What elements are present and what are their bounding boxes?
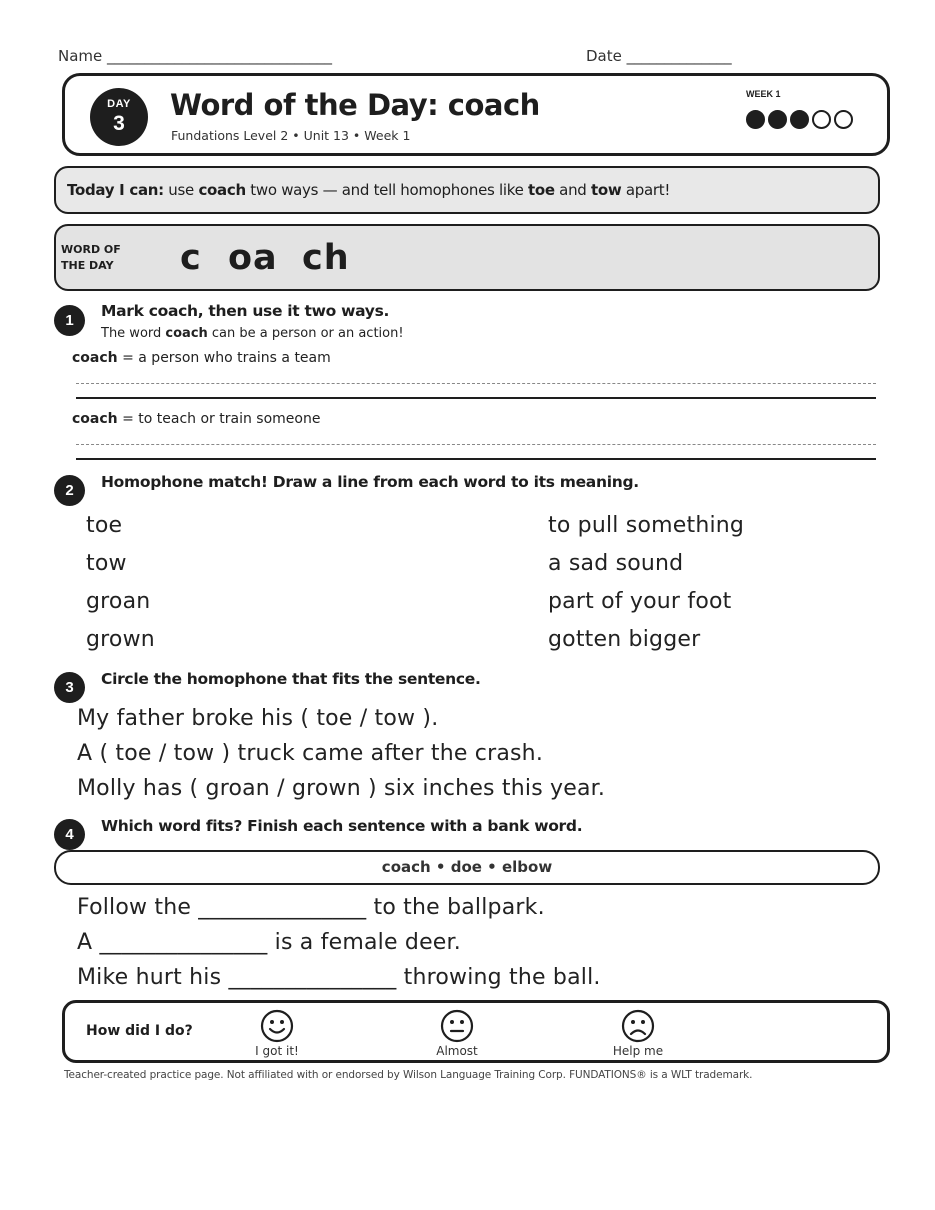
- progress-dot: [746, 110, 765, 129]
- word-of-the-day-card: [54, 224, 880, 291]
- section-heading: Mark coach, then use it two ways.: [101, 302, 390, 320]
- definition-meaning: = a person who trains a team: [117, 350, 331, 366]
- page-subtitle: Fundations Level 2 • Unit 13 • Week 1: [171, 128, 411, 143]
- wotd-label-line: WORD OF: [61, 243, 121, 256]
- writing-line[interactable]: [76, 397, 876, 399]
- self-check-option-label: I got it!: [255, 1044, 299, 1058]
- match-word[interactable]: tow: [86, 551, 127, 576]
- day-badge-label: DAY: [107, 98, 131, 110]
- today-text-part: use: [163, 181, 199, 199]
- subtext-word: coach: [165, 326, 208, 341]
- today-lead: Today I can:: [67, 181, 164, 199]
- fill-sentence[interactable]: Mike hurt his _______________ throwing the ball.: [77, 965, 601, 990]
- progress-dot: [790, 110, 809, 129]
- today-word: coach: [198, 181, 246, 199]
- match-word[interactable]: toe: [86, 513, 123, 538]
- writing-guide-dashed: [76, 444, 876, 445]
- circle-sentence[interactable]: Molly has ( groan / grown ) six inches this year.: [77, 776, 606, 801]
- section-heading: Which word fits? Finish each sentence with a bank word.: [101, 817, 583, 835]
- circle-sentence[interactable]: My father broke his ( toe / tow ).: [77, 706, 439, 731]
- definition-line: [72, 411, 320, 427]
- section-heading: Homophone match! Draw a line from each word to its meaning.: [101, 473, 639, 491]
- section-number: 4: [54, 819, 85, 850]
- match-word[interactable]: groan: [86, 589, 151, 614]
- section-heading: Circle the homophone that fits the sentence.: [101, 670, 481, 688]
- match-meaning[interactable]: gotten bigger: [548, 627, 701, 652]
- phoneme-tile: oa: [228, 238, 278, 278]
- smile-face-icon[interactable]: [260, 1009, 294, 1043]
- definition-meaning: = to teach or train someone: [117, 411, 321, 427]
- frown-face-icon[interactable]: [621, 1009, 655, 1043]
- name-line[interactable]: Name ______________________________: [58, 47, 333, 65]
- neutral-face-icon[interactable]: [440, 1009, 474, 1043]
- match-meaning[interactable]: to pull something: [548, 513, 745, 538]
- phoneme-tile: ch: [302, 238, 350, 278]
- writing-line[interactable]: [76, 458, 876, 460]
- page-title: Word of the Day: coach: [170, 88, 540, 122]
- word-bank: coach • doe • elbow: [381, 858, 553, 876]
- date-line[interactable]: Date ______________: [586, 47, 732, 65]
- section-number: 1: [54, 305, 85, 336]
- today-text-part: and: [554, 181, 591, 199]
- wotd-label-line: THE DAY: [61, 259, 114, 272]
- fill-sentence[interactable]: Follow the _______________ to the ballpark.: [77, 895, 545, 920]
- week-progress-dots: [746, 110, 856, 130]
- today-i-can-text: [67, 181, 670, 199]
- today-word: toe: [527, 181, 555, 199]
- definition-word: coach: [72, 411, 118, 427]
- day-badge-number: 3: [113, 112, 125, 135]
- phoneme-tile: c: [180, 238, 202, 278]
- week-label: WEEK 1: [746, 89, 781, 99]
- self-check-label: How did I do?: [86, 1023, 193, 1039]
- progress-dot: [834, 110, 853, 129]
- word-of-the-day-label: [61, 242, 121, 274]
- section-number: 2: [54, 475, 85, 506]
- circle-sentence[interactable]: A ( toe / tow ) truck came after the crash.: [77, 741, 544, 766]
- progress-dot: [768, 110, 787, 129]
- today-text-part: two ways — and tell homophones like: [245, 181, 528, 199]
- section-number: 3: [54, 672, 85, 703]
- day-badge: [90, 88, 148, 146]
- subtext-part: The word: [101, 326, 166, 341]
- fill-sentence[interactable]: A _______________ is a female deer.: [77, 930, 461, 955]
- writing-guide-dashed: [76, 383, 876, 384]
- definition-line: [72, 350, 331, 366]
- footer-disclaimer: Teacher-created practice page. Not affiliated with or endorsed by Wilson Language Training Corp. FUNDATIONS® is a WLT trademark.: [64, 1069, 753, 1081]
- self-check-option-label: Almost: [436, 1044, 478, 1058]
- definition-word: coach: [72, 350, 118, 366]
- subtext-part: can be a person or an action!: [207, 326, 404, 341]
- self-check-option-label: Help me: [612, 1044, 664, 1058]
- match-meaning[interactable]: part of your foot: [548, 589, 732, 614]
- today-word: tow: [590, 181, 622, 199]
- progress-dot: [812, 110, 831, 129]
- section-subtext: [101, 326, 404, 341]
- today-text-part: apart!: [621, 181, 671, 199]
- match-word[interactable]: grown: [86, 627, 155, 652]
- match-meaning[interactable]: a sad sound: [548, 551, 684, 576]
